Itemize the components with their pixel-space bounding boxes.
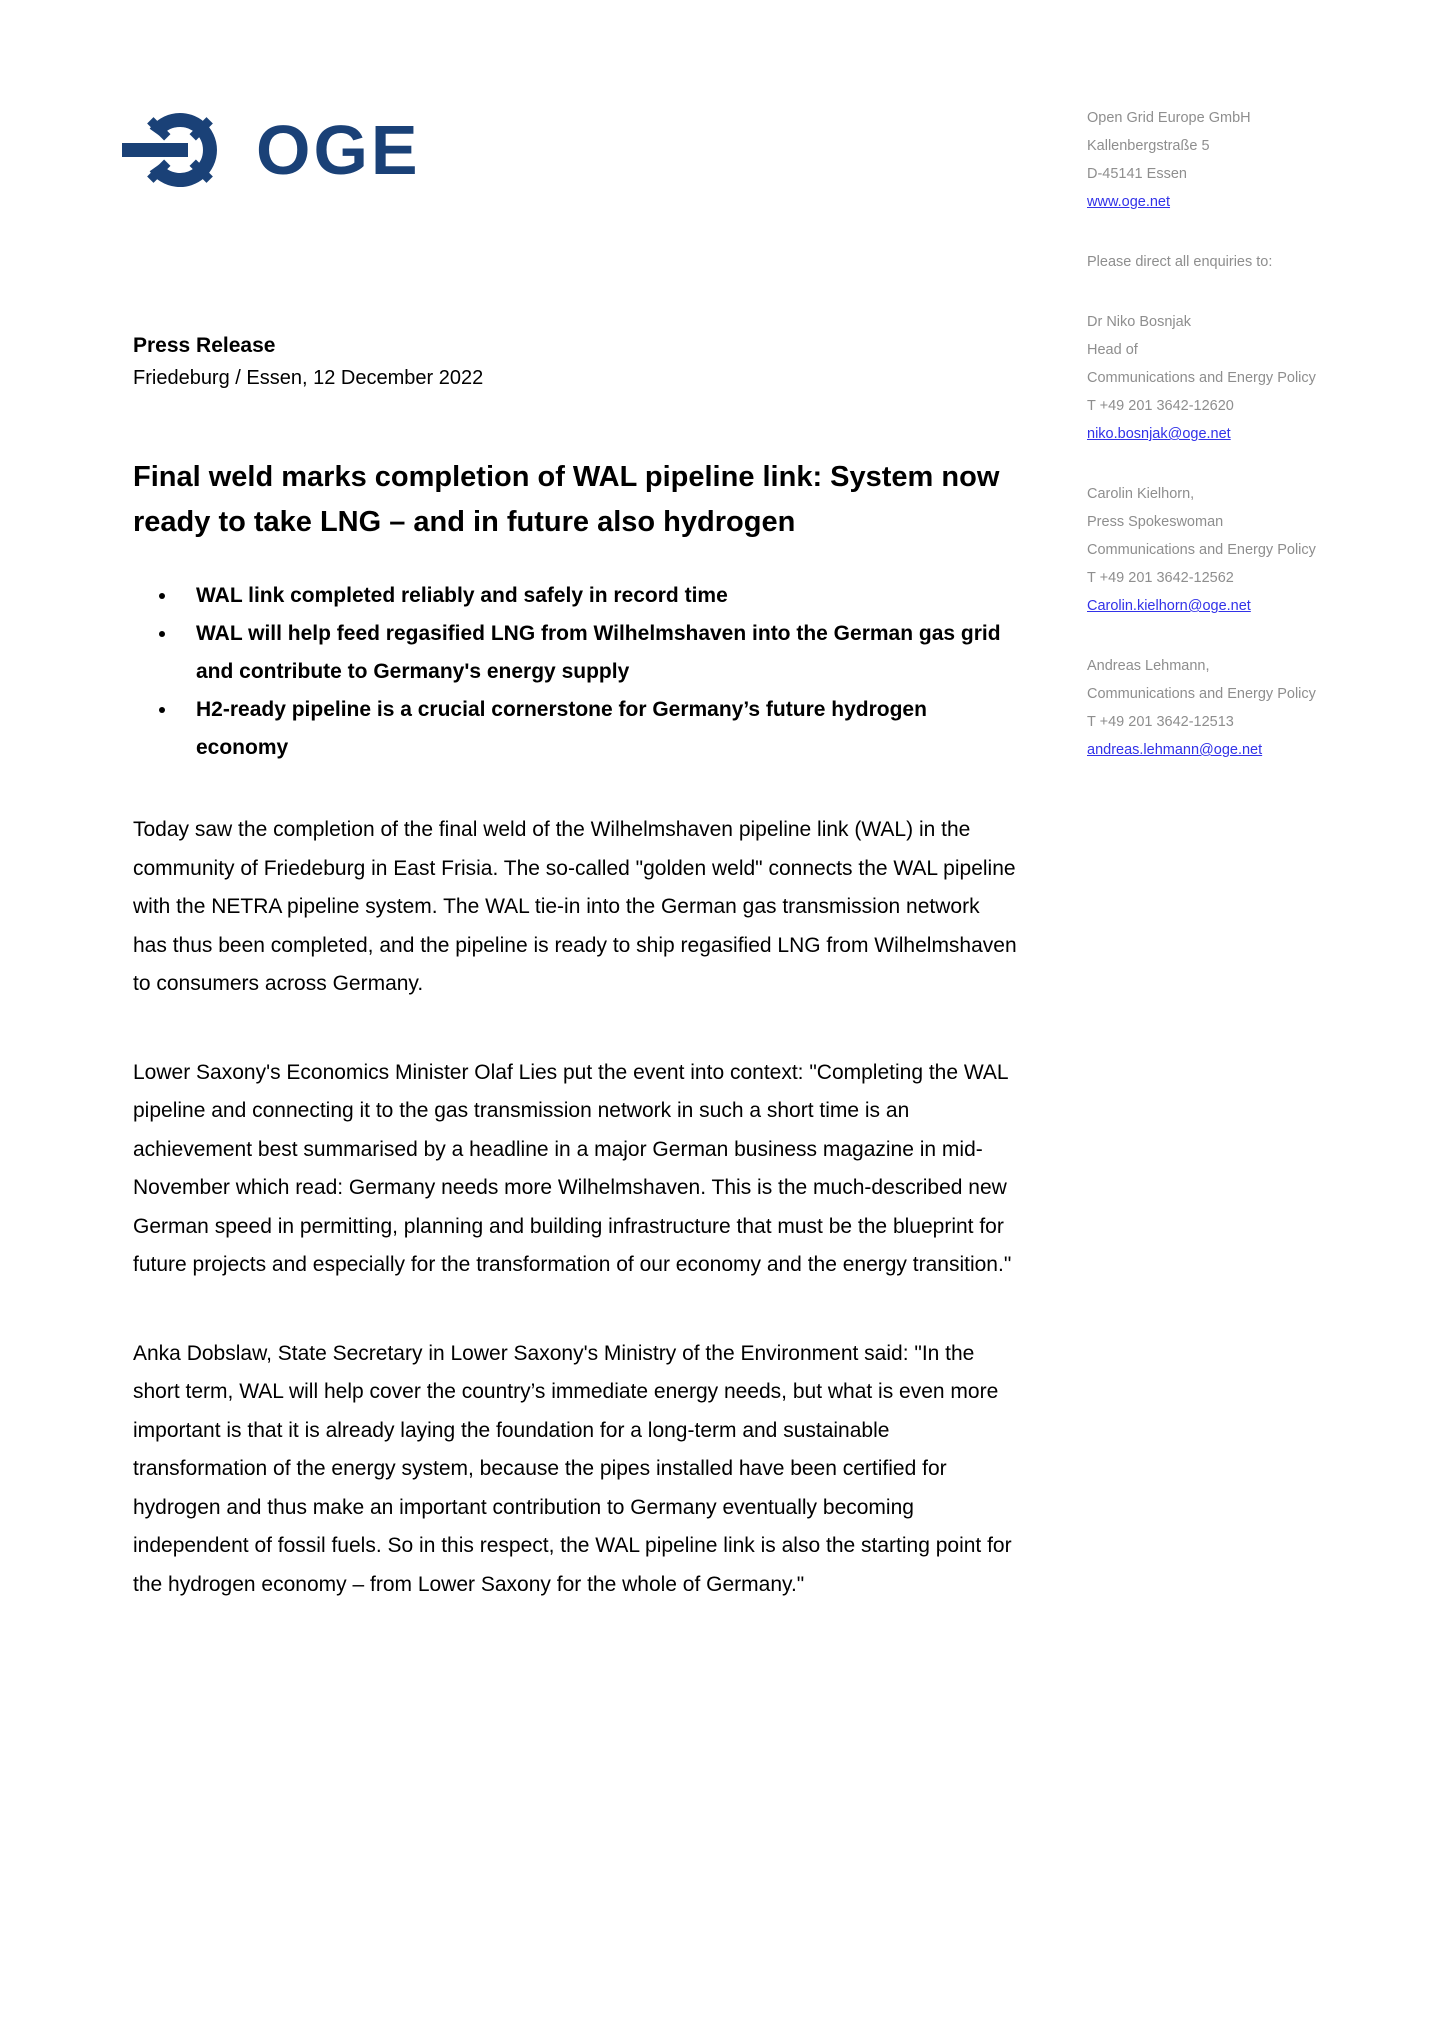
company-address [1087, 104, 1377, 216]
contact-card-niko-bosnjak [1087, 308, 1377, 448]
contact-phone: T +49 201 3642-12562 [1087, 570, 1234, 586]
contact-department: Communications and Energy Policy [1087, 370, 1316, 386]
contact-name: Dr Niko Bosnjak [1087, 314, 1191, 330]
dateline: Friedeburg / Essen, 12 December 2022 [133, 367, 484, 389]
key-points-list [133, 577, 1017, 767]
paragraph-secretary-quote: Anka Dobslaw, State Secretary in Lower Saxony's Ministry of the Environment said: "In the short term, WAL will help cover the country’s immediate energy needs, but what is even more important is that it is already laying the foundation for a long-term and sustainable transformation of the energy system, because the pipes installed have been certified for hydrogen and thus make an important contribution to Germany eventually becoming independent of fossil fuels. So in this respect, the WAL pipeline link is also the starting point for the hydrogen economy – from Lower Saxony for the whole of Germany." [133, 1341, 1012, 1596]
company-name: Open Grid Europe GmbH [1087, 110, 1251, 126]
contact-sidebar [1087, 104, 1377, 796]
contact-role: Press Spokeswoman [1087, 514, 1224, 530]
contact-email-link[interactable]: Carolin.kielhorn@oge.net [1087, 598, 1251, 614]
enquiries-note: Please direct all enquiries to: [1087, 254, 1273, 270]
company-website-link[interactable]: www.oge.net [1087, 194, 1171, 210]
contact-phone: T +49 201 3642-12620 [1087, 398, 1234, 414]
press-release-label: Press Release [133, 334, 276, 357]
key-point-3: • H2-ready pipeline is a crucial cornerstone for Germany’s future hydrogen economy [178, 691, 1017, 767]
contact-email-link[interactable]: niko.bosnjak@oge.net [1087, 426, 1231, 442]
key-point-1: • WAL link completed reliably and safely in record time [178, 577, 1017, 615]
document-body [133, 0, 1017, 1604]
contact-phone: T +49 201 3642-12513 [1087, 714, 1234, 730]
contact-role: Head of [1087, 342, 1138, 358]
key-point-2: • WAL will help feed regasified LNG from Wilhelmshaven into the German gas grid and contribute to Germany's energy supply [178, 615, 1017, 691]
company-city: D-45141 Essen [1087, 166, 1187, 182]
contact-name: Andreas Lehmann, [1087, 658, 1210, 674]
company-street: Kallenbergstraße 5 [1087, 138, 1210, 154]
contact-name: Carolin Kielhorn, [1087, 486, 1195, 502]
contact-card-carolin-kielhorn [1087, 480, 1377, 620]
contact-department: Communications and Energy Policy [1087, 686, 1316, 702]
contact-card-andreas-lehmann [1087, 652, 1377, 764]
brand-name: OGE [256, 111, 421, 189]
paragraph-minister-quote: Lower Saxony's Economics Minister Olaf Lies put the event into context: "Completing the WAL pipeline and connecting it to the gas transmission network in such a short time is an achievement best summarised by a headline in a major German business magazine in mid-November which read: Germany needs more Wilhelmshaven. This is the much-described new German speed in permitting, planning and building infrastructure that must be the blueprint for future projects and especially for the transformation of our economy and the energy transition." [133, 1060, 1012, 1276]
headline: Final weld marks completion of WAL pipeline link: System now ready to take LNG – and in future also hydrogen [133, 461, 1000, 538]
paragraph-intro: Today saw the completion of the final weld of the Wilhelmshaven pipeline link (WAL) in the community of Friedeburg in East Frisia. The so-called "golden weld" connects the WAL pipeline with the NETRA pipeline system. The WAL tie-in into the German gas transmission network has thus been completed, and the pipeline is ready to ship regasified LNG from Wilhelmshaven to consumers across Germany. [133, 818, 1017, 995]
contact-email-link[interactable]: andreas.lehmann@oge.net [1087, 742, 1263, 758]
contact-department: Communications and Energy Policy [1087, 542, 1316, 558]
